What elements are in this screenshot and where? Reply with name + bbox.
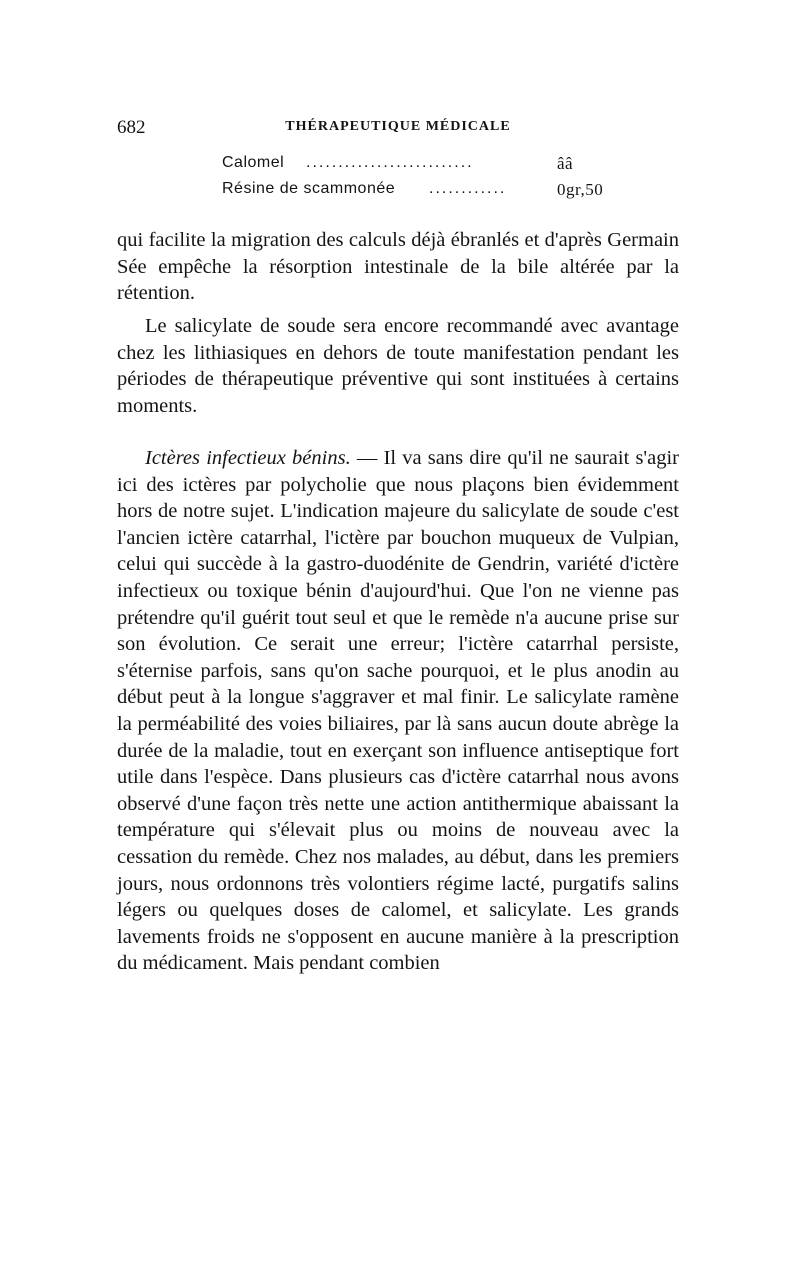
paragraph-continuation: qui facilite la migration des calculs déjà ébranlés et d'après Germain Sée empêche la résorption intestinale de la bile altérée par la rétention.: [117, 229, 679, 305]
section-heading-inline: Ictères infectieux bénins.: [145, 447, 351, 469]
paragraph-salicylate: Le salicylate de soude sera encore recommandé avec avantage chez les lithiasiques en dehors de toute manifestation pendant les périodes de thérapeutique préventive qui sont instituées à certains moments.: [117, 315, 679, 417]
formula-row-scammonee: [222, 180, 602, 206]
paragraph-icteres: [117, 445, 679, 977]
formula-dose: ââ: [557, 154, 574, 173]
page-number: 682: [117, 117, 146, 138]
prescription-formula: [222, 154, 602, 206]
formula-ingredient: Résine de scammonée: [222, 180, 396, 197]
formula-ingredient: Calomel: [222, 154, 285, 171]
formula-row-calomel: [222, 154, 602, 180]
formula-dose: 0gr,50: [557, 180, 604, 199]
formula-leader-dots: ............: [429, 180, 507, 197]
page-header: [117, 117, 679, 139]
paragraph-body: — Il va sans dire qu'il ne saurait s'agir ici des ictères par polycholie que nous plaçons bien évidemment hors de notre sujet. L'indication majeure du salicylate de soude c'est l'ancien ictère catarrhal, l'ictère par bouchon muqueux de Vulpian, celui qui succède à la gastro-duodénite de Gendrin, variété d'ictère infectieux ou toxique bénin d'aujourd'hui. Que l'on ne vienne pas prétendre qu'il guérit tout seul et que le remède n'a aucune prise sur son évolution. Ce serait une erreur; l'ictère catarrhal persiste, s'éternise parfois, sans qu'on sache pourquoi, et le plus anodin au début peut à la longue s'aggraver et mal finir. Le salicylate ramène la perméabilité des voies biliaires, par là sans aucun doute abrège la durée de la maladie, tout en exerçant son influence antiseptique fort utile dans l'espèce. Dans plusieurs cas d'ictère catarrhal nous avons observé d'une façon très nette une action antithermique abaissant la température qui s'élevait plus ou moins de nouveau avec la cessation du remède. Chez nos malades, au début, dans les premiers jours, nous ordonnons très volontiers régime lacté, purgatifs salins légers ou quelques doses de calomel, et salicylate. Les grands lavements froids ne s'opposent en aucune manière à la prescription du médicament. Mais pendant combien: [117, 447, 679, 975]
formula-leader-dots: ..........................: [306, 154, 474, 171]
running-title: THÉRAPEUTIQUE MÉDICALE: [285, 119, 511, 134]
